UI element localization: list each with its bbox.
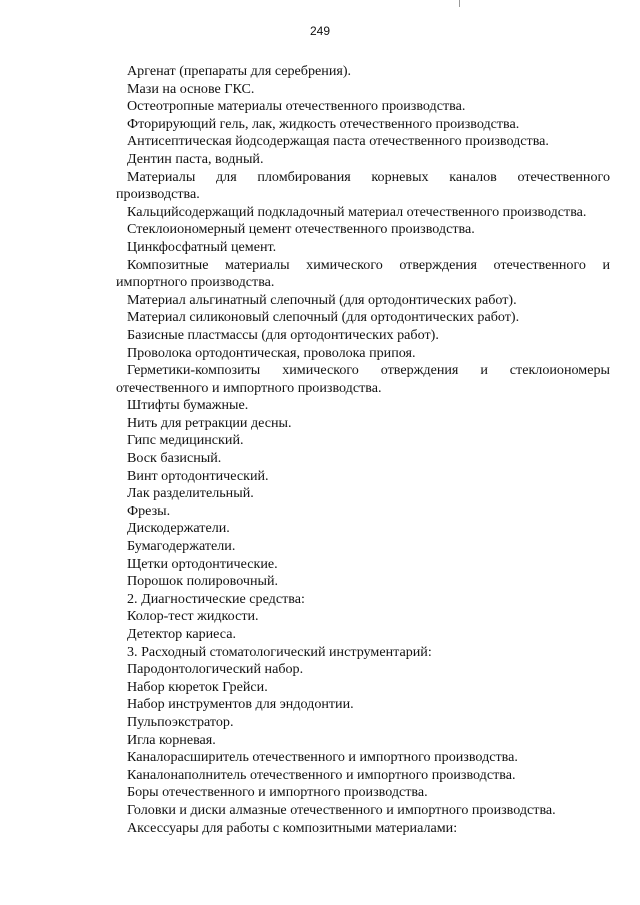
list-item: Композитные материалы химического отверждения отечественного и импортного производства. (116, 256, 610, 291)
list-item: Мази на основе ГКС. (127, 80, 255, 97)
list-item: Фторирующий гель, лак, жидкость отечественного производства. (127, 115, 520, 132)
list-item: Детектор кариеса. (127, 626, 236, 642)
list-item: Щетки ортодонтические. (127, 555, 278, 572)
list-item: Игла корневая. (127, 731, 216, 748)
list-item: Винт ортодонтический. (127, 467, 269, 484)
list-item: Материал альгинатный слепочный (для ортодонтических работ). (127, 291, 517, 308)
list-item: Штифты бумажные. (127, 397, 249, 414)
list-item: Головки и диски алмазные отечественного и импортного производства. (127, 801, 556, 818)
list-item: Бумагодержатели. (127, 538, 236, 555)
section-heading: 2. Диагностические средства: (127, 590, 305, 607)
document-body (116, 63, 610, 837)
list-item: Проволока ортодонтическая, проволока припоя. (127, 344, 416, 361)
list-item: Гипс медицинский. (127, 432, 244, 449)
list-item: Антисептическая йодсодержащая паста отечественного производства. (127, 133, 549, 150)
list-item: Каналорасширитель отечественного и импортного производства. (127, 749, 518, 766)
list-item: Набор инструментов для эндодонтии. (127, 696, 354, 713)
list-item: Кальцийсодержащий подкладочный материал отечественного производства. (127, 203, 587, 220)
list-item: Набор кюреток Грейси. (127, 678, 268, 695)
list-item: Пародонтологический набор. (127, 661, 304, 678)
list-item: Лак разделительный. (127, 485, 254, 502)
list-item: Материалы для пломбирования корневых каналов отечественного производства. (116, 168, 610, 203)
list-item: Аргенат (препараты для серебрения). (127, 63, 352, 79)
section-heading: 3. Расходный стоматологический инструментарий: (127, 643, 432, 660)
page-number: 249 (309, 24, 331, 38)
list-item: Материал силиконовый слепочный (для ортодонтических работ). (127, 309, 520, 326)
list-item: Порошок полировочный. (127, 573, 279, 590)
list-item: Дискодержатели. (127, 520, 230, 537)
list-item: Колор-тест жидкости. (127, 608, 259, 625)
list-item: Остеотропные материалы отечественного производства. (127, 98, 466, 115)
list-item: Боры отечественного и импортного производства. (127, 784, 428, 801)
list-item: Базисные пластмассы (для ортодонтических работ). (127, 326, 439, 343)
list-item: Воск базисный. (127, 450, 222, 467)
list-item: Герметики-композиты химического отверждения и стеклоиономеры отечественного и импортного производства. (116, 362, 610, 396)
list-item: Аксессуары для работы с композитными материалами: (127, 819, 458, 836)
list-item: Цинкфосфатный цемент. (127, 238, 277, 255)
list-item: Стеклоиономерный цемент отечественного производства. (127, 221, 475, 238)
list-item: Нить для ретракции десны. (127, 414, 292, 431)
list-item: Фрезы. (127, 502, 171, 519)
list-item: Дентин паста, водный. (127, 150, 264, 167)
list-item: Каналонаполнитель отечественного и импортного производства. (127, 766, 516, 783)
list-item: Пульпоэкстратор. (127, 713, 234, 730)
scan-mark (459, 0, 460, 7)
